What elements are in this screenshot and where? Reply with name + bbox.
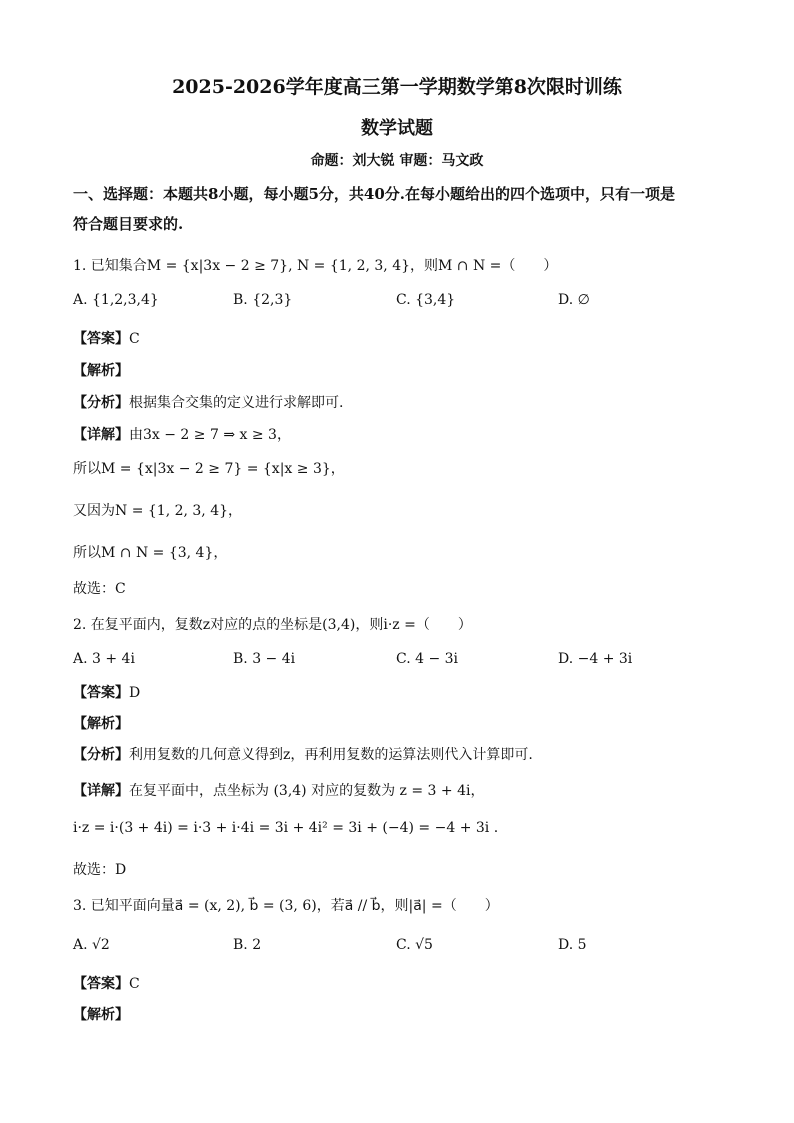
q2-conclusion: 故选：D — [73, 862, 127, 878]
q2-fenxi: 利用复数的几何意义得到z，再利用复数的运算法则代入计算即可. — [129, 747, 533, 763]
q1-answer: C — [129, 331, 140, 347]
page-subtitle: 数学试题 — [361, 118, 433, 139]
q1-step-1: 所以M = {x|3x − 2 ≥ 7} = {x|x ≥ 3}， — [73, 461, 345, 477]
q2-step-1: i·z = i·(3 + 4i) = i·3 + i·4i = 3i + 4i² = 3i + (−4) = −4 + 3i . — [73, 820, 499, 836]
q3-option-a: A. √2 — [73, 937, 110, 953]
q3-option-d: D. 5 — [558, 937, 587, 953]
q1-analysis-tag: 【解析】 — [73, 363, 129, 379]
q1-step-3: 所以M ∩ N = {3, 4}， — [73, 545, 228, 561]
authors-line: 命题：刘大锐 审题：马文政 — [310, 153, 484, 169]
q1-option-b: B. {2,3} — [233, 292, 293, 308]
question-1-stem: 1. 已知集合M = {x|3x − 2 ≥ 7}, N = {1, 2, 3, 4}，则M ∩ N =（ ） — [73, 258, 558, 274]
q3-answer-line — [73, 973, 140, 993]
question-3-stem: 3. 已知平面向量a⃗ = (x, 2), b⃗ = (3, 6)，若a⃗ // b⃗，则|a⃗| =（ ） — [73, 898, 499, 914]
q2-answer-line — [73, 682, 140, 702]
answer-tag: 【答案】 — [73, 976, 129, 992]
answer-tag: 【答案】 — [73, 685, 129, 701]
section-heading-line2: 符合题目要求的. — [73, 215, 184, 233]
q2-xiangjie: 在复平面中，点坐标为 (3,4) 对应的复数为 z = 3 + 4i， — [129, 783, 485, 799]
question-2-stem: 2. 在复平面内，复数z对应的点的坐标是(3,4)，则i·z =（ ） — [73, 617, 472, 633]
q2-option-c: C. 4 − 3i — [396, 651, 459, 667]
q2-option-b: B. 3 − 4i — [233, 651, 296, 667]
q1-answer-line — [73, 328, 140, 348]
q2-option-d: D. −4 + 3i — [558, 651, 633, 667]
answer-tag: 【答案】 — [73, 331, 129, 347]
q1-option-a: A. {1,2,3,4} — [73, 292, 159, 308]
q2-answer: D — [129, 685, 141, 701]
fenxi-tag: 【分析】 — [73, 395, 129, 411]
q1-fenxi-line — [73, 392, 343, 412]
fenxi-tag: 【分析】 — [73, 747, 129, 763]
page-title: 2025-2026学年度高三第一学期数学第8次限时训练 — [172, 76, 622, 98]
q1-xiangjie-line — [73, 424, 291, 444]
q1-conclusion: 故选：C — [73, 581, 126, 597]
q2-analysis-tag: 【解析】 — [73, 716, 129, 732]
xiangjie-tag: 【详解】 — [73, 427, 129, 443]
xiangjie-tag: 【详解】 — [73, 783, 129, 799]
q2-fenxi-line — [73, 744, 533, 764]
q2-option-a: A. 3 + 4i — [73, 651, 135, 667]
q3-option-b: B. 2 — [233, 937, 262, 953]
q3-answer: C — [129, 976, 140, 992]
section-heading-line1: 一、选择题：本题共8小题，每小题5分，共40分.在每小题给出的四个选项中，只有一项是 — [73, 185, 675, 203]
q1-fenxi: 根据集合交集的定义进行求解即可. — [129, 395, 344, 411]
q2-xiangjie-line — [73, 780, 484, 800]
q1-xiangjie: 由3x − 2 ≥ 7 ⇒ x ≥ 3， — [129, 427, 291, 443]
q3-option-c: C. √5 — [396, 937, 433, 953]
q1-step-2: 又因为N = {1, 2, 3, 4}， — [73, 503, 243, 519]
q1-option-c: C. {3,4} — [396, 292, 456, 308]
q3-analysis-tag: 【解析】 — [73, 1007, 129, 1023]
q1-option-d: D. ∅ — [558, 292, 590, 308]
